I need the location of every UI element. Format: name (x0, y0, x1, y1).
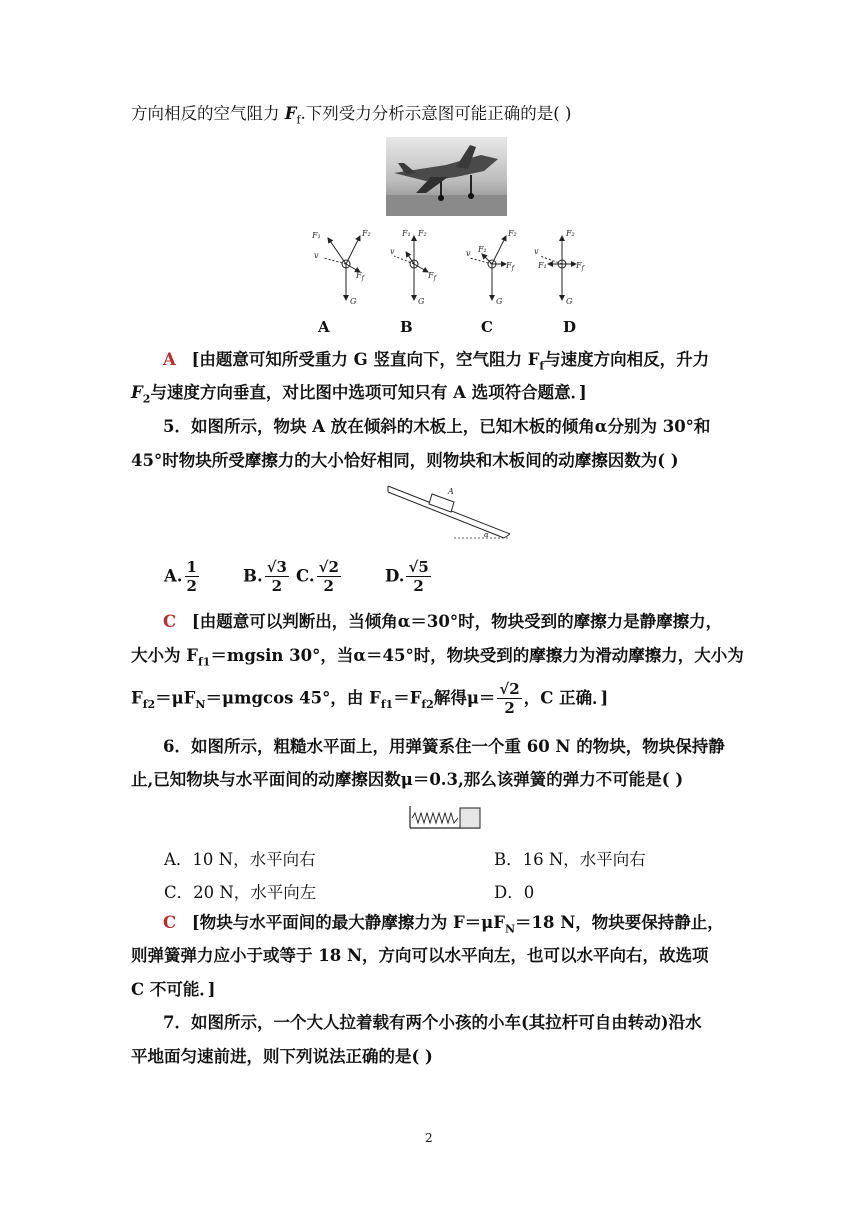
page-number: 2 (425, 1131, 433, 1145)
svg-text:F₁: F₁ (478, 245, 487, 254)
diagram-label-b: B (400, 318, 413, 336)
q7-stem-line2: 平地面匀速前进，则下列说法正确的是( ) (131, 1047, 433, 1066)
diagram-a (324, 236, 360, 300)
q6-option-a: A．10 N，水平向右 (164, 850, 316, 869)
q6-answer-line1: C [物块与水平面间的最大静摩擦力为 $F=\mu F_N=18$ N，物块要保持静止， (163, 913, 724, 936)
q6-answer-line2: 则弹簧弹力应小于或等于 18 N，方向可以水平向左，也可以水平向右，故选项 (131, 946, 709, 965)
svg-text:Ff: $F_f$ (506, 261, 514, 272)
q6-stem-line1: 6．如图所示，粗糙水平面上，用弹簧系住一个重 60 N 的物块，物块保持静 (163, 737, 725, 756)
diagram-label-a: A (318, 318, 330, 336)
svg-text:F₂: F₂ (418, 229, 427, 238)
q6-stem-line2: 止,已知物块与水平面间的动摩擦因数μ＝0.3,那么该弹簧的弹力不可能是( ) (131, 770, 684, 789)
svg-text:F₂: F₂ (566, 229, 575, 238)
svg-text:F₁: F₁ (402, 229, 411, 238)
incline-diagram (384, 482, 514, 542)
diagram-b (394, 236, 428, 300)
q4-answer-line1: A [由题意可知所受重力 G 竖直向下，空气阻力 $F_f$与速度方向相反，升力 (163, 350, 710, 373)
q7-stem-line1: 7．如图所示，一个大人拉着载有两个小孩的小车(其拉杆可自由转动)沿水 (163, 1013, 702, 1032)
svg-text:G: G (566, 297, 573, 306)
q6-answer-line3: C 不可能．] (131, 980, 216, 999)
q4-stem-tail: 方向相反的空气阻力 $F_f$.下列受力分析示意图可能正确的是( ) (131, 104, 572, 127)
q6-option-c: C．20 N，水平向左 (164, 883, 317, 902)
svg-text:Ff: $F_f$ (356, 271, 364, 282)
q4-answer-line2: $F_2$与速度方向垂直，对比图中选项可知只有 A 选项符合题意．] (131, 383, 587, 406)
q5-option-a: A. $\frac{1}{2}$ (164, 558, 197, 595)
q5-answer-line2: 大小为 $F_{f1}=mgsin$ 30°，当α＝45°时，物块受到的摩擦力为滑动摩擦力，大小为 (131, 646, 744, 669)
q5-stem-line1: 5．如图所示，物块 A 放在倾斜的木板上，已知木板的倾角α分别为 30°和 (163, 417, 711, 436)
svg-text:v: v (466, 249, 471, 258)
svg-text:G: G (496, 297, 503, 306)
q5-stem-line2: 45°时物块所受摩擦力的大小恰好相同，则物块和木板间的动摩擦因数为( ) (131, 451, 679, 470)
q6-option-b: B．16 N，水平向右 (494, 850, 646, 869)
svg-text:G: G (418, 297, 425, 306)
svg-text:F₁: F₁ (538, 261, 547, 270)
svg-text:F₂: F₂ (508, 229, 517, 238)
svg-text:G: G (350, 297, 357, 306)
svg-text:F₁: F₁ (312, 231, 321, 240)
fighter-jet-photo (386, 137, 507, 216)
force-diagrams (306, 226, 596, 310)
svg-text:v: v (390, 247, 395, 256)
diagram-label-d: D (563, 318, 577, 336)
svg-text:v: v (534, 247, 539, 256)
svg-text:Ff: $F_f$ (428, 271, 436, 282)
svg-text:α: α (484, 531, 489, 539)
svg-text:v: v (314, 251, 319, 260)
spring-block-diagram (408, 804, 482, 830)
q5-option-c: C. $\frac{√2}{2}$ (296, 558, 339, 595)
q5-option-b: B. $\frac{√3}{2}$ (243, 558, 287, 595)
svg-text:F₂: F₂ (362, 229, 371, 238)
q5-answer-line1: C [由题意可以判断出，当倾角α＝30°时，物块受到的摩擦力是静摩擦力， (163, 612, 723, 631)
diagram-label-c: C (481, 318, 493, 336)
q6-option-d: D．0 (494, 883, 535, 902)
q5-answer-line3: $F_{f2}=\mu F_N=\mu mgcos$ 45°，由 $F_{f1}=F_{f2}$解得μ＝ $\frac{√2}{2}$ ，C 正确．] (131, 680, 609, 717)
svg-text:A: A (448, 487, 454, 496)
q5-option-d: D. $\frac{√5}{2}$ (385, 558, 429, 595)
svg-text:Ff: $F_f$ (576, 261, 584, 272)
diagram-c (470, 236, 506, 300)
